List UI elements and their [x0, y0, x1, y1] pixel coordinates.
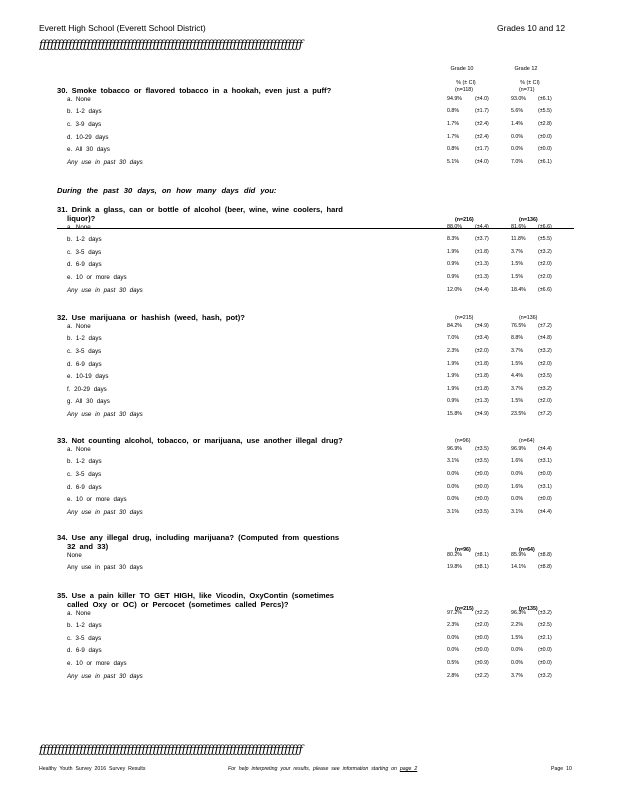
question-31	[57, 206, 617, 299]
footer-page-number: Page 10	[551, 766, 572, 772]
answer-row	[57, 274, 617, 287]
grade12-ci: (±6.1)	[538, 158, 552, 165]
answer-row	[57, 323, 617, 336]
grade10-ci: (±2.0)	[475, 347, 489, 354]
grade10-percent: 0.0%	[447, 647, 460, 654]
grade12-ci: (±3.1)	[538, 458, 552, 465]
grade10-ci: (±2.0)	[475, 622, 489, 629]
grade10-percent: 1.7%	[447, 120, 460, 127]
grade10-ci: (±1.8)	[475, 248, 489, 255]
grade10-ci: (±1.3)	[475, 273, 489, 280]
grade12-ci: (±2.5)	[538, 622, 552, 629]
grade12-percent: 96.9%	[511, 445, 527, 452]
grade10-percent: 3.1%	[447, 508, 460, 515]
grade12-ci: (±5.5)	[538, 108, 552, 115]
grade12-ci: (±4.8)	[538, 335, 552, 342]
grade12-percent: 3.7%	[511, 248, 524, 255]
answer-label: f. 20-29 days	[67, 385, 107, 393]
grade12-ci: (±6.6)	[538, 223, 552, 230]
q33-n-grade10: (n=96)	[455, 438, 471, 444]
grade12-percent: 0.0%	[511, 133, 524, 140]
grade12-ci: (±0.0)	[538, 647, 552, 654]
answer-label: d. 10-29 days	[67, 133, 109, 141]
grade12-percent: 14.1%	[511, 564, 527, 571]
grade12-ci: (±2.0)	[538, 360, 552, 367]
grade10-percent: 1.9%	[447, 373, 460, 380]
answer-row	[57, 647, 617, 660]
answer-label: c. 3-5 days	[67, 634, 102, 642]
answer-row	[57, 134, 617, 147]
grade10-percent: 1.9%	[447, 248, 460, 255]
grade10-percent: 84.2%	[447, 322, 463, 329]
q32-n-grade12: (n=136)	[519, 315, 538, 321]
footer-help-text	[228, 766, 417, 772]
answer-row	[57, 673, 617, 686]
grade10-ci: (±0.0)	[475, 470, 489, 477]
grade10-percent: 0.9%	[447, 398, 460, 405]
grade12-ci: (±3.1)	[538, 483, 552, 490]
grade10-ci: (±3.4)	[475, 335, 489, 342]
grade10-percent: 88.0%	[447, 223, 463, 230]
question-32	[57, 314, 617, 424]
grade12-percent: 0.0%	[511, 470, 524, 477]
answer-row	[57, 249, 617, 262]
q31-title-cont: liquor)?	[67, 213, 96, 223]
header-rule: ƒƒƒƒƒƒƒƒƒƒƒƒƒƒƒƒƒƒƒƒƒƒƒƒƒƒƒƒƒƒƒƒƒƒƒƒƒƒƒƒƒƒƒƒƒƒƒƒƒƒƒƒƒƒƒƒƒƒƒƒƒƒƒƒƒƒƒƒƒƒƒƒ	[39, 37, 303, 51]
grade10-ci: (±4.9)	[475, 410, 489, 417]
grade10-ci: (±1.7)	[475, 108, 489, 115]
answer-row	[57, 236, 617, 249]
q33-title: 33. Not counting alcohol, tobacco, or marijuana, use another illegal drug?	[57, 436, 343, 445]
q31-n-grade12: (n=136)	[519, 216, 538, 223]
grade12-percent: 93.0%	[511, 95, 527, 102]
grade12-ci: (±3.2)	[538, 385, 552, 392]
answer-label: a. None	[67, 223, 91, 231]
grade10-percent: 0.5%	[447, 659, 460, 666]
answer-row	[57, 622, 617, 635]
grade10-ci: (±1.8)	[475, 385, 489, 392]
grade10-percent: 0.0%	[447, 470, 460, 477]
grade12-percent: 3.7%	[511, 385, 524, 392]
footer-help-sentence: For help interpreting your results, please see information starting on	[228, 766, 397, 772]
grade10-ci: (±8.1)	[475, 551, 489, 558]
grade10-percent: 94.9%	[447, 95, 463, 102]
grade10-percent: 19.8%	[447, 564, 463, 571]
grade10-ci: (±0.0)	[475, 483, 489, 490]
answer-row	[57, 224, 617, 237]
grade10-ci: (±0.9)	[475, 659, 489, 666]
footer-page-link[interactable]: page 2	[399, 766, 418, 772]
q34-title: 34. Use any illegal drug, including marijuana? (Computed from questions	[57, 533, 340, 542]
grade10-ci: (±2.2)	[475, 609, 489, 616]
answer-row	[57, 509, 617, 522]
grade12-ci: (±2.1)	[538, 634, 552, 641]
grade10-percent: 8.3%	[447, 236, 460, 243]
grade12-ci: (±0.0)	[538, 659, 552, 666]
grade10-percent: 0.8%	[447, 146, 460, 153]
answer-label: c. 3-9 days	[67, 120, 102, 128]
grade10-percent: 3.1%	[447, 458, 460, 465]
grade10-percent: 0.0%	[447, 634, 460, 641]
answer-label: d. 6-9 days	[67, 360, 102, 368]
grade10-percent: 15.8%	[447, 410, 463, 417]
grade12-percent: 23.5%	[511, 410, 527, 417]
school-title: Everett High School (Everett School District)	[39, 23, 206, 33]
answer-label: b. 1-2 days	[67, 335, 102, 343]
answer-row	[57, 386, 617, 399]
grade12-ci: (±2.0)	[538, 261, 552, 268]
answer-label: Any use in past 30 days	[67, 672, 143, 680]
grade12-ci: (±6.6)	[538, 286, 552, 293]
grade12-ci: (±3.2)	[538, 347, 552, 354]
grade10-percent: 0.0%	[447, 496, 460, 503]
answer-label: Any use in past 30 days	[67, 410, 143, 418]
grade12-percent: 1.6%	[511, 483, 524, 490]
answer-row	[57, 484, 617, 497]
grade10-ci: (±3.5)	[475, 458, 489, 465]
grade12-percent: 18.4%	[511, 286, 527, 293]
answer-label: c. 3-5 days	[67, 347, 102, 355]
q32-n-grade10: (n=215)	[455, 315, 474, 321]
grade12-ci: (±2.0)	[538, 273, 552, 280]
answer-label: b. 1-2 days	[67, 236, 102, 244]
grade12-percent: 3.7%	[511, 347, 524, 354]
answer-row	[57, 373, 617, 386]
grade10-ci: (±4.9)	[475, 322, 489, 329]
grade12-ci: (±3.5)	[538, 373, 552, 380]
grade10-ci: (±8.1)	[475, 564, 489, 571]
answer-label: e. 10 or more days	[67, 659, 127, 667]
answer-row	[57, 96, 617, 109]
grade10-ci: (±4.0)	[475, 95, 489, 102]
grade12-percent: 0.0%	[511, 647, 524, 654]
grade10-percent: 0.0%	[447, 483, 460, 490]
answer-row	[57, 159, 617, 172]
answer-row	[57, 552, 617, 565]
answer-row	[57, 496, 617, 509]
grade10-pct-label: % (± CI)	[456, 80, 476, 86]
answer-row	[57, 361, 617, 374]
grade12-percent: 3.7%	[511, 672, 524, 679]
grade10-ci: (±0.0)	[475, 634, 489, 641]
grade10-percent: 2.3%	[447, 622, 460, 629]
q34-title-cont: 32 and 33)	[67, 541, 109, 551]
grade12-percent: 7.0%	[511, 158, 524, 165]
q32-rows	[57, 323, 617, 424]
grade10-ci: (±3.5)	[475, 508, 489, 515]
grade10-percent: 12.0%	[447, 286, 463, 293]
answer-row	[57, 146, 617, 159]
grade12-header: Grade 12	[514, 66, 538, 72]
grade12-percent: 85.9%	[511, 551, 527, 558]
answer-row	[57, 660, 617, 673]
answer-label: a. None	[67, 95, 91, 103]
answer-row	[57, 564, 617, 577]
grade12-percent: 1.5%	[511, 261, 524, 268]
answer-label: b. 1-2 days	[67, 108, 102, 116]
question-33	[57, 437, 617, 521]
grade12-percent: 81.6%	[511, 223, 527, 230]
answer-label: b. 1-2 days	[67, 622, 102, 630]
grade10-ci: (±2.4)	[475, 120, 489, 127]
grade12-ci: (±2.8)	[538, 120, 552, 127]
grade10-ci: (±1.3)	[475, 398, 489, 405]
answer-row	[57, 121, 617, 134]
grade12-ci: (±8.8)	[538, 564, 552, 571]
grade10-percent: 1.9%	[447, 385, 460, 392]
grade12-percent: 3.1%	[511, 508, 524, 515]
grade12-pct-label: % (± CI)	[520, 80, 540, 86]
answer-label: None	[67, 551, 82, 559]
grade12-ci: (±3.2)	[538, 672, 552, 679]
grade12-percent: 11.8%	[511, 236, 526, 243]
grade12-percent: 1.5%	[511, 398, 524, 405]
grade12-percent: 96.3%	[511, 609, 527, 616]
footer-rule: ƒƒƒƒƒƒƒƒƒƒƒƒƒƒƒƒƒƒƒƒƒƒƒƒƒƒƒƒƒƒƒƒƒƒƒƒƒƒƒƒƒƒƒƒƒƒƒƒƒƒƒƒƒƒƒƒƒƒƒƒƒƒƒƒƒƒƒƒƒƒƒƒ	[39, 742, 303, 756]
grade12-percent: 0.0%	[511, 659, 524, 666]
grade12-percent: 1.6%	[511, 458, 524, 465]
grade12-percent: 5.6%	[511, 108, 524, 115]
answer-row	[57, 261, 617, 274]
grade12-percent: 4.4%	[511, 373, 524, 380]
answer-row	[57, 335, 617, 348]
grade12-ci: (±4.4)	[538, 508, 552, 515]
q34-n-grade12: (n=64)	[519, 546, 535, 553]
grade10-ci: (±3.5)	[475, 445, 489, 452]
q31-n-grade10: (n=216)	[455, 216, 474, 223]
answer-label: e. 10 or more days	[67, 273, 127, 281]
grade12-percent: 0.0%	[511, 146, 524, 153]
answer-label: Any use in past 30 days	[67, 564, 143, 572]
q30-title: 30. Smoke tobacco or flavored tobacco in a hookah, even just a puff?	[57, 86, 332, 95]
q35-n-grade12: (n=135)	[519, 605, 538, 612]
grade10-ci: (±2.4)	[475, 133, 489, 140]
answer-row	[57, 108, 617, 121]
answer-label: a. None	[67, 445, 91, 453]
answer-label: c. 3-5 days	[67, 248, 102, 256]
answer-label: c. 3-5 days	[67, 470, 102, 478]
grade12-ci: (±4.4)	[538, 445, 552, 452]
q35-rows	[57, 610, 617, 686]
grade12-percent: 1.5%	[511, 273, 524, 280]
grade12-percent: 1.5%	[511, 360, 524, 367]
q30-n-grade12: (n=71)	[519, 87, 535, 93]
grade12-ci: (±3.2)	[538, 248, 552, 255]
answer-label: a. None	[67, 322, 91, 330]
grade12-percent: 76.5%	[511, 322, 527, 329]
grade10-percent: 7.0%	[447, 335, 460, 342]
grade10-ci: (±3.7)	[475, 236, 489, 243]
answer-row	[57, 287, 617, 300]
answer-label: e. 10-19 days	[67, 373, 109, 381]
answer-label: Any use in past 30 days	[67, 158, 143, 166]
grade10-ci: (±0.0)	[475, 647, 489, 654]
answer-label: a. None	[67, 609, 91, 617]
grade12-ci: (±0.0)	[538, 470, 552, 477]
grade10-percent: 1.9%	[447, 360, 460, 367]
grade10-ci: (±4.4)	[475, 223, 489, 230]
answer-label: d. 6-9 days	[67, 261, 102, 269]
answer-row	[57, 635, 617, 648]
grade10-percent: 0.9%	[447, 261, 460, 268]
answer-label: d. 6-9 days	[67, 647, 102, 655]
q31-title: 31. Drink a glass, can or bottle of alcohol (beer, wine, wine coolers, hard	[57, 205, 343, 214]
answer-label: e. All 30 days	[67, 146, 110, 154]
q31-rows	[57, 224, 617, 300]
grade10-percent: 1.7%	[447, 133, 460, 140]
answer-label: Any use in past 30 days	[67, 508, 143, 516]
grade10-percent: 5.1%	[447, 158, 460, 165]
grade10-ci: (±1.8)	[475, 373, 489, 380]
answer-label: e. 10 or more days	[67, 496, 127, 504]
grade12-ci: (±0.0)	[538, 133, 552, 140]
q34-rows	[57, 552, 617, 577]
grade10-ci: (±1.7)	[475, 146, 489, 153]
grades-label: Grades 10 and 12	[497, 23, 566, 33]
grade12-percent: 1.4%	[511, 120, 524, 127]
answer-row	[57, 471, 617, 484]
grade12-ci: (±0.0)	[538, 496, 552, 503]
grade12-percent: 2.2%	[511, 622, 524, 629]
q31-rule	[57, 228, 574, 229]
grade12-ci: (±5.5)	[538, 236, 552, 243]
grade10-ci: (±4.0)	[475, 158, 489, 165]
q35-n-grade10: (n=215)	[455, 605, 474, 612]
grade10-ci: (±4.4)	[475, 286, 489, 293]
q35-title-cont: called Oxy or OC) or Percocet (sometimes called Percs)?	[67, 599, 289, 609]
grade10-percent: 96.9%	[447, 445, 463, 452]
grade10-percent: 80.2%	[447, 551, 463, 558]
grade10-ci: (±1.8)	[475, 360, 489, 367]
grade10-ci: (±2.2)	[475, 672, 489, 679]
answer-row	[57, 398, 617, 411]
answer-label: d. 6-9 days	[67, 483, 102, 491]
q32-title: 32. Use marijuana or hashish (weed, hash, pot)?	[57, 313, 245, 322]
answer-label: Any use in past 30 days	[67, 286, 143, 294]
grade10-ci: (±1.3)	[475, 261, 489, 268]
grade12-ci: (±3.2)	[538, 609, 552, 616]
grade12-ci: (±2.0)	[538, 398, 552, 405]
grade12-percent: 0.0%	[511, 496, 524, 503]
grade12-ci: (±6.1)	[538, 95, 552, 102]
grade10-percent: 97.2%	[447, 609, 463, 616]
answer-row	[57, 348, 617, 361]
q34-n-grade10: (n=96)	[455, 546, 471, 553]
q30-n-grade10: (n=118)	[455, 87, 474, 93]
question-35	[57, 592, 617, 685]
grade10-header: Grade 10	[450, 66, 474, 72]
q33-rows	[57, 446, 617, 522]
footer-survey-name: Healthy Youth Survey 2016 Survey Results	[39, 766, 146, 772]
grade12-percent: 8.8%	[511, 335, 524, 342]
grade10-ci: (±0.0)	[475, 496, 489, 503]
grade10-percent: 2.8%	[447, 672, 460, 679]
answer-label: b. 1-2 days	[67, 458, 102, 466]
answer-label: g. All 30 days	[67, 398, 110, 406]
grade12-percent: 1.5%	[511, 634, 524, 641]
answer-row	[57, 411, 617, 424]
grade12-ci: (±8.8)	[538, 551, 552, 558]
grade12-ci: (±7.2)	[538, 410, 552, 417]
answer-row	[57, 446, 617, 459]
question-30	[57, 87, 617, 171]
grade12-ci: (±7.2)	[538, 322, 552, 329]
q35-title: 35. Use a pain killer TO GET HIGH, like Vicodin, OxyContin (sometimes	[57, 591, 335, 600]
q30-rows	[57, 96, 617, 172]
grade10-percent: 2.3%	[447, 347, 460, 354]
answer-row	[57, 610, 617, 623]
answer-row	[57, 458, 617, 471]
section-intro: During the past 30 days, on how many days did you:	[57, 186, 277, 195]
question-34	[57, 534, 617, 577]
grade10-percent: 0.8%	[447, 108, 460, 115]
grade10-percent: 0.9%	[447, 273, 460, 280]
q33-n-grade12: (n=64)	[519, 438, 535, 444]
grade12-ci: (±0.0)	[538, 146, 552, 153]
